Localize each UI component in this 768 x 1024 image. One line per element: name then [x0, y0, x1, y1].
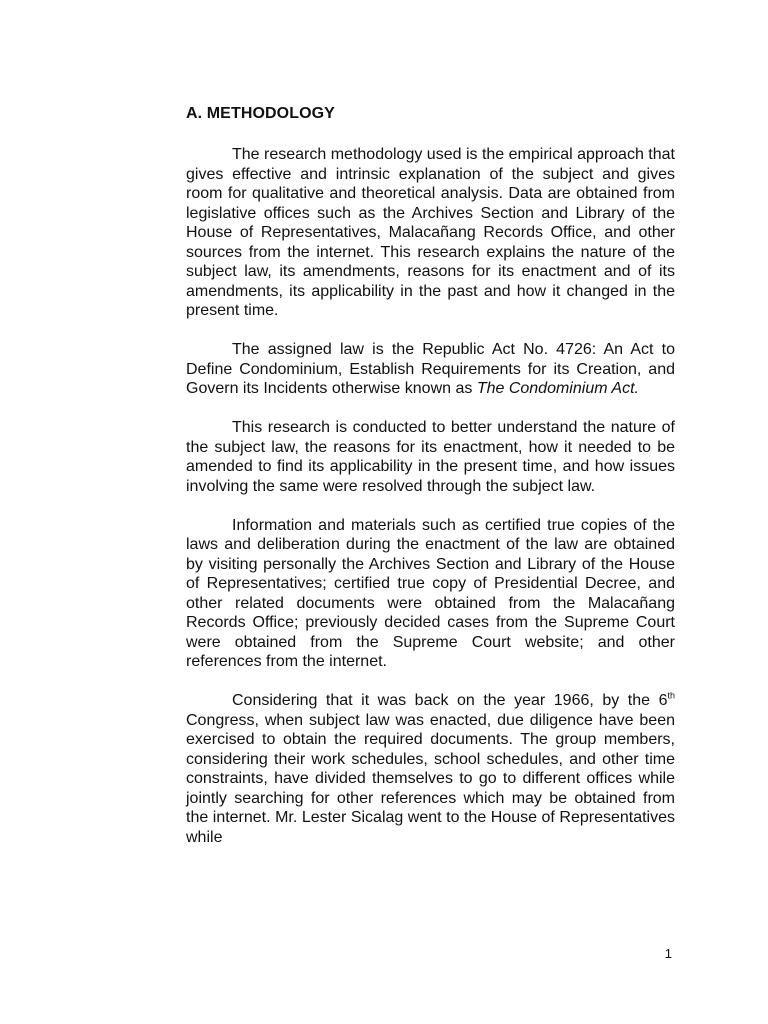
- paragraph-considering: [186, 691, 675, 847]
- page-content: [186, 104, 675, 867]
- paragraph-assigned-law-title: The Condominium Act.: [476, 380, 639, 397]
- paragraph-assigned-law-text: The assigned law is the Republic Act No. 4726: An Act to Define Condominium, Establish Requirements for its Creation, and Govern its Incidents otherwise known as: [186, 341, 675, 397]
- paragraph-methodology: The research methodology used is the empirical approach that gives effective and intrinsic explanation of the subject and gives room for qualitative and theoretical analysis. Data are obtained from legislative offices such as the Archives Section and Library of the House of Representatives, Malacañang Records Office, and other sources from the internet. This research explains the nature of the subject law, its amendments, reasons for its enactment and of its amendments, its applicability in the past and how it changed in the present time.: [186, 146, 675, 319]
- paragraph-considering-rest: Congress, when subject law was enacted, due diligence have been exercised to obtain the required documents. The group members, considering their work schedules, school schedules, and other time constraints, have divided themselves to go to different offices while jointly searching for other references which may be obtained from the internet. Mr. Lester Sicalag went to the House of Representatives while: [186, 711, 675, 846]
- paragraph-assigned-law: [186, 340, 675, 399]
- section-heading: A. METHODOLOGY: [186, 105, 335, 122]
- page-number: 1: [664, 946, 672, 961]
- paragraph-considering-start: Considering that it was back on the year 1966, by the 6: [232, 692, 668, 709]
- paragraph-purpose: This research is conducted to better understand the nature of the subject law, the reasons for its enactment, how it needed to be amended to find its applicability in the present time, and how issues involving the same were resolved through the subject law.: [186, 419, 675, 495]
- paragraph-materials: Information and materials such as certified true copies of the laws and deliberation during the enactment of the law are obtained by visiting personally the Archives Section and Library of the House of Representatives; certified true copy of Presidential Decree, and other related documents were obtained from the Malacañang Records Office; previously decided cases from the Supreme Court were obtained from the Supreme Court website; and other references from the internet.: [186, 516, 675, 670]
- ordinal-superscript: th: [667, 690, 675, 701]
